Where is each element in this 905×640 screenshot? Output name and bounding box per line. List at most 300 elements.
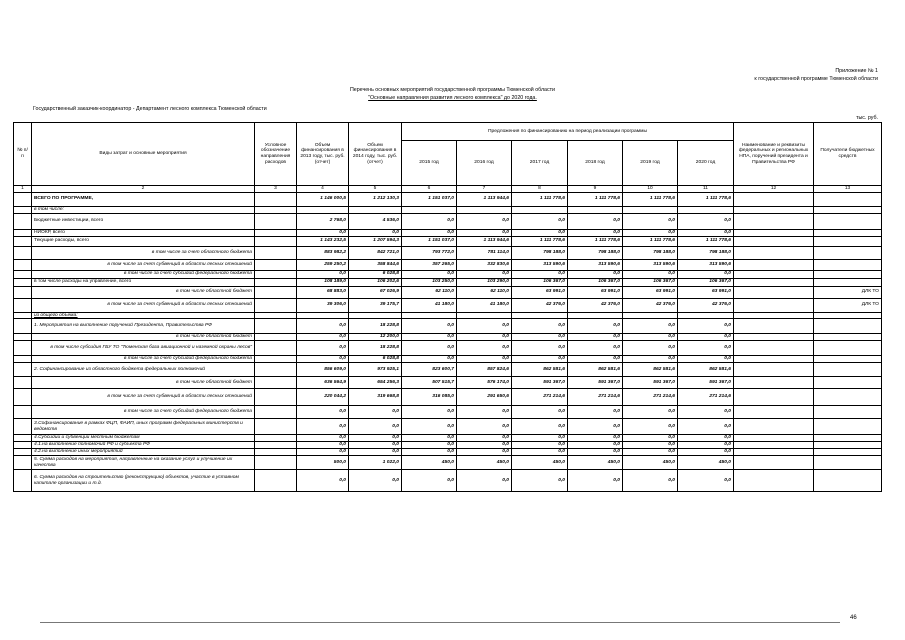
row-name: в том числе за счет субсидий федерального бюджета: [32, 406, 255, 419]
row-value: 63 991,0: [678, 286, 734, 298]
row-value: 0,0: [623, 229, 678, 236]
row-recipient: [814, 259, 882, 270]
row-code-cell: [255, 192, 297, 206]
document-title: Перечень основных мероприятий государственной программы Тюменской области: [349, 87, 556, 93]
row-value: 0,0: [623, 470, 678, 492]
row-value: 0,0: [623, 419, 678, 435]
row-name: в том числе за счет областного бюджета: [32, 246, 255, 259]
row-value: 0,0: [457, 356, 512, 363]
row-code-cell: [255, 286, 297, 298]
table-row: [14, 363, 882, 377]
row-acts-cell: [734, 456, 814, 470]
row-value: 450,0: [457, 456, 512, 470]
table-row: [14, 246, 882, 259]
col-index: 10: [623, 186, 678, 193]
row-value: 259 250,2: [297, 259, 349, 270]
row-value: 591 367,0: [623, 377, 678, 389]
table-row: [14, 389, 882, 406]
year-header: 2017 год: [512, 141, 568, 186]
row-value: 0,0: [402, 435, 457, 442]
row-number-cell: [14, 319, 32, 334]
row-value: 0,0: [402, 442, 457, 449]
col-acts-header: Наименование и реквизиты федеральных и региональных НПА, поручений президента и Правительства РФ: [734, 123, 814, 186]
row-value: 0,0: [457, 334, 512, 341]
row-value: 68 883,0: [297, 286, 349, 298]
row-value: 0,0: [402, 319, 457, 334]
row-value: 798 188,0: [568, 246, 623, 259]
col-index: 2: [32, 186, 255, 193]
year-header: 2020 год: [678, 141, 734, 186]
table-row: [14, 278, 882, 286]
row-code-cell: [255, 449, 297, 456]
row-name: 4.Субсидии и субвенции местным бюджетам: [32, 435, 255, 442]
row-number-cell: [14, 278, 32, 286]
row-number-cell: [14, 363, 32, 377]
row-value: [623, 206, 678, 213]
table-row: [14, 470, 882, 492]
row-value: 313 590,6: [568, 259, 623, 270]
row-acts-cell: [734, 389, 814, 406]
row-acts-cell: [734, 246, 814, 259]
row-value: 319 668,8: [349, 389, 402, 406]
row-value: 0,0: [349, 406, 402, 419]
row-value: 18 228,8: [349, 319, 402, 334]
document-subtitle: "Основные направления развития лесного комплекса" до 2020 года.: [368, 95, 537, 101]
row-value: 0,0: [349, 449, 402, 456]
table-row: [14, 456, 882, 470]
row-number-cell: [14, 236, 32, 246]
row-value: 883 982,2: [297, 246, 349, 259]
row-value: 106 367,0: [678, 278, 734, 286]
measures-table: [13, 122, 882, 492]
row-number-cell: [14, 270, 32, 278]
row-value: 1 111 778,6: [623, 236, 678, 246]
row-name: из общего объема:: [32, 312, 255, 319]
row-recipient: [814, 246, 882, 259]
row-code-cell: [255, 259, 297, 270]
row-value: 0,0: [349, 435, 402, 442]
row-value: [349, 206, 402, 213]
row-value: 332 830,6: [457, 259, 512, 270]
row-recipient: [814, 312, 882, 319]
row-value: 1 111 778,6: [623, 192, 678, 206]
row-acts-cell: [734, 449, 814, 456]
table-row: [14, 213, 882, 229]
row-value: 0,0: [297, 406, 349, 419]
row-value: 576 174,0: [457, 377, 512, 389]
row-number-cell: [14, 470, 32, 492]
row-acts-cell: [734, 470, 814, 492]
row-recipient: [814, 270, 882, 278]
row-value: 106 367,0: [568, 278, 623, 286]
col-index: 4: [297, 186, 349, 193]
row-value: 313 590,6: [512, 259, 568, 270]
col-index: 8: [512, 186, 568, 193]
row-recipient: ДЛК ТО: [814, 286, 882, 298]
row-value: 1 143 232,5: [297, 236, 349, 246]
row-recipient: [814, 456, 882, 470]
row-number-cell: [14, 229, 32, 236]
col-code-header: Условное обозначение направления расходов: [255, 123, 297, 186]
row-acts-cell: [734, 356, 814, 363]
row-value: 0,0: [623, 406, 678, 419]
row-value: 0,0: [349, 470, 402, 492]
row-value: 591 367,0: [568, 377, 623, 389]
row-value: 357 265,0: [402, 259, 457, 270]
row-value: 39 306,0: [297, 298, 349, 312]
row-value: 591 367,0: [512, 377, 568, 389]
row-recipient: [814, 356, 882, 363]
row-recipient: [814, 319, 882, 334]
row-code-cell: [255, 319, 297, 334]
row-number-cell: [14, 286, 32, 298]
row-value: 0,0: [297, 356, 349, 363]
row-value: 1 111 778,6: [678, 192, 734, 206]
col-index: 6: [402, 186, 457, 193]
row-value: 0,0: [568, 334, 623, 341]
row-value: 41 180,0: [402, 298, 457, 312]
row-value: 823 600,7: [402, 363, 457, 377]
row-value: 0,0: [678, 435, 734, 442]
row-value: 103 250,0: [402, 278, 457, 286]
row-acts-cell: [734, 363, 814, 377]
row-name: НИОКР, всего: [32, 229, 255, 236]
row-recipient: [814, 213, 882, 229]
row-value: 0,0: [297, 319, 349, 334]
row-value: [402, 312, 457, 319]
row-value: 781 114,0: [457, 246, 512, 259]
row-value: 0,0: [568, 229, 623, 236]
row-number-cell: [14, 246, 32, 259]
row-code-cell: [255, 312, 297, 319]
row-value: 0,0: [568, 319, 623, 334]
row-value: 0,0: [623, 341, 678, 356]
appendix-reference: к государственной программе Тюменской области: [754, 76, 878, 82]
row-value: [457, 206, 512, 213]
row-value: 1 146 000,5: [297, 192, 349, 206]
row-number-cell: [14, 449, 32, 456]
table-row: [14, 236, 882, 246]
row-value: 0,0: [512, 319, 568, 334]
row-value: 313 590,6: [623, 259, 678, 270]
row-value: 0,0: [568, 419, 623, 435]
row-number-cell: [14, 456, 32, 470]
footer-rule: [40, 622, 840, 623]
table-body: [14, 192, 882, 492]
row-value: 862 581,6: [512, 363, 568, 377]
col-index: 3: [255, 186, 297, 193]
row-value: 42 376,0: [568, 298, 623, 312]
row-value: 0,0: [568, 470, 623, 492]
row-number-cell: [14, 435, 32, 442]
row-recipient: [814, 206, 882, 213]
row-acts-cell: [734, 213, 814, 229]
row-number-cell: [14, 312, 32, 319]
row-value: 0,0: [402, 341, 457, 356]
row-acts-cell: [734, 312, 814, 319]
row-code-cell: [255, 442, 297, 449]
row-value: 4 536,0: [349, 213, 402, 229]
row-value: 0,0: [512, 435, 568, 442]
row-recipient: [814, 363, 882, 377]
row-acts-cell: [734, 442, 814, 449]
col-index: 13: [814, 186, 882, 193]
row-value: 0,0: [568, 356, 623, 363]
row-acts-cell: [734, 286, 814, 298]
row-recipient: [814, 389, 882, 406]
row-value: 67 026,9: [349, 286, 402, 298]
row-value: 0,0: [678, 229, 734, 236]
row-value: 0,0: [457, 406, 512, 419]
row-value: 358 844,6: [349, 259, 402, 270]
row-value: 0,0: [297, 470, 349, 492]
row-value: 0,0: [678, 406, 734, 419]
row-value: 0,0: [512, 449, 568, 456]
row-value: 450,0: [678, 456, 734, 470]
row-code-cell: [255, 334, 297, 341]
row-recipient: [814, 406, 882, 419]
row-value: 1 113 944,6: [457, 236, 512, 246]
row-value: [512, 312, 568, 319]
row-value: 0,0: [457, 435, 512, 442]
row-value: 0,0: [568, 449, 623, 456]
row-number-cell: [14, 419, 32, 435]
row-number-cell: [14, 298, 32, 312]
row-recipient: [814, 470, 882, 492]
row-code-cell: [255, 298, 297, 312]
row-value: 0,0: [402, 419, 457, 435]
row-value: 0,0: [512, 229, 568, 236]
row-value: 0,0: [349, 419, 402, 435]
row-value: 1 151 037,0: [402, 236, 457, 246]
row-value: [349, 312, 402, 319]
row-recipient: [814, 449, 882, 456]
row-acts-cell: [734, 229, 814, 236]
row-recipient: [814, 192, 882, 206]
row-value: 0,0: [678, 270, 734, 278]
row-value: 62 110,0: [402, 286, 457, 298]
row-value: 0,0: [623, 213, 678, 229]
row-value: 1 111 778,6: [512, 192, 568, 206]
row-value: 62 110,0: [457, 286, 512, 298]
row-value: 500,0: [297, 456, 349, 470]
row-value: 0,0: [457, 229, 512, 236]
appendix-number: Приложение № 1: [835, 68, 878, 74]
table-row: [14, 449, 882, 456]
row-value: 0,0: [512, 334, 568, 341]
row-value: 271 214,6: [512, 389, 568, 406]
row-number-cell: [14, 213, 32, 229]
row-value: [678, 312, 734, 319]
row-value: 271 214,6: [623, 389, 678, 406]
row-value: 63 991,0: [512, 286, 568, 298]
row-number-cell: [14, 356, 32, 363]
row-code-cell: [255, 270, 297, 278]
row-value: 0,0: [512, 270, 568, 278]
row-code-cell: [255, 246, 297, 259]
row-value: 654 256,3: [349, 377, 402, 389]
year-header: 2019 год: [623, 141, 678, 186]
row-value: 2 768,0: [297, 213, 349, 229]
row-name: 6. Сумма расходов на строительство (реконструкцию) объектов, участие в уставном капитале организации и т.д.: [32, 470, 255, 492]
row-name: в том числе субсидия ГБУ ТО "Тюменская база авиационной и наземной охраны лесов": [32, 341, 255, 356]
page-number: 46: [850, 615, 857, 621]
col-2014-header: Объем финансирования в 2014 году, тыс. руб. (отчет): [349, 123, 402, 186]
row-name: 3.Софинансирование в рамках ФЦП, ФАИП, иных программ федеральных министерств и ведомств: [32, 419, 255, 435]
row-acts-cell: [734, 419, 814, 435]
row-name: Текущие расходы, всего: [32, 236, 255, 246]
row-code-cell: [255, 419, 297, 435]
row-acts-cell: [734, 298, 814, 312]
row-code-cell: [255, 377, 297, 389]
row-value: [568, 206, 623, 213]
row-number-cell: [14, 341, 32, 356]
row-value: 1 111 778,6: [568, 192, 623, 206]
row-value: 6 028,8: [349, 356, 402, 363]
row-number-cell: [14, 206, 32, 213]
row-value: 41 180,0: [457, 298, 512, 312]
row-value: 0,0: [678, 470, 734, 492]
row-value: 0,0: [402, 406, 457, 419]
row-value: 0,0: [678, 213, 734, 229]
row-value: 0,0: [297, 270, 349, 278]
row-value: 0,0: [297, 229, 349, 236]
units-label: тыс. руб.: [856, 115, 878, 121]
table-row: [14, 406, 882, 419]
row-value: [297, 206, 349, 213]
row-name: 2. Софинансирование из областного бюджета федеральных полномочий: [32, 363, 255, 377]
row-value: 220 044,2: [297, 389, 349, 406]
row-value: 291 650,6: [457, 389, 512, 406]
row-name: в том числе расходы на управление, всего: [32, 278, 255, 286]
row-value: 106 202,6: [349, 278, 402, 286]
col-proposals-header: Предложения по финансированию на период реализации программы: [402, 123, 734, 141]
table-row: [14, 435, 882, 442]
row-value: 39 175,7: [349, 298, 402, 312]
row-name: в том числе за счет субсидий федерального бюджета: [32, 356, 255, 363]
row-value: 0,0: [568, 435, 623, 442]
row-value: 0,0: [402, 229, 457, 236]
row-value: 0,0: [678, 442, 734, 449]
row-name: в том числе за счет субсидий федерального бюджета: [32, 270, 255, 278]
row-acts-cell: [734, 435, 814, 442]
row-name: в том числе:: [32, 206, 255, 213]
row-value: 316 085,0: [402, 389, 457, 406]
row-value: 0,0: [678, 449, 734, 456]
row-value: 0,0: [402, 334, 457, 341]
row-number-cell: [14, 406, 32, 419]
row-value: 0,0: [678, 419, 734, 435]
row-code-cell: [255, 341, 297, 356]
table-row: [14, 259, 882, 270]
row-value: 0,0: [512, 442, 568, 449]
col-2013-header: Объем финансирования в 2013 году, тыс. руб. (отчет): [297, 123, 349, 186]
row-value: 0,0: [402, 449, 457, 456]
row-value: 798 188,0: [678, 246, 734, 259]
row-number-cell: [14, 377, 32, 389]
row-value: 0,0: [568, 406, 623, 419]
row-code-cell: [255, 236, 297, 246]
table-row: [14, 319, 882, 334]
row-acts-cell: [734, 377, 814, 389]
row-value: 42 376,0: [623, 298, 678, 312]
row-value: 0,0: [568, 270, 623, 278]
col-index: 12: [734, 186, 814, 193]
row-value: 6 028,8: [349, 270, 402, 278]
row-code-cell: [255, 278, 297, 286]
table-row: [14, 270, 882, 278]
row-acts-cell: [734, 259, 814, 270]
row-value: 0,0: [678, 319, 734, 334]
row-value: 0,0: [623, 334, 678, 341]
row-value: 856 609,0: [297, 363, 349, 377]
row-value: 0,0: [678, 341, 734, 356]
row-value: 973 925,1: [349, 363, 402, 377]
row-value: 1 111 778,6: [678, 236, 734, 246]
row-value: 450,0: [512, 456, 568, 470]
year-header: 2018 год: [568, 141, 623, 186]
row-value: [457, 312, 512, 319]
table-row: [14, 334, 882, 341]
row-value: 1 111 778,6: [568, 236, 623, 246]
row-value: 1 111 778,6: [512, 236, 568, 246]
row-value: 0,0: [402, 270, 457, 278]
row-name: в том числе за счет субвенций в области лесных отношений: [32, 259, 255, 270]
row-value: [297, 312, 349, 319]
row-value: 450,0: [402, 456, 457, 470]
table-row: [14, 312, 882, 319]
row-value: 103 290,0: [457, 278, 512, 286]
table-row: [14, 286, 882, 298]
row-recipient: [814, 442, 882, 449]
row-value: [512, 206, 568, 213]
row-value: 0,0: [297, 419, 349, 435]
row-code-cell: [255, 470, 297, 492]
row-recipient: [814, 419, 882, 435]
row-name: 1. Мероприятия на выполнение поручений Президента, Правительства РФ: [32, 319, 255, 334]
row-value: 0,0: [623, 356, 678, 363]
row-value: 18 228,8: [349, 341, 402, 356]
row-value: 862 581,6: [623, 363, 678, 377]
row-value: 0,0: [512, 341, 568, 356]
row-value: 0,0: [457, 419, 512, 435]
col-no-header: № п/п: [14, 123, 32, 186]
row-name: 4.2.на выполнение иных мероприятий: [32, 449, 255, 456]
row-value: 0,0: [402, 470, 457, 492]
row-value: 0,0: [297, 442, 349, 449]
row-value: 862 581,6: [678, 363, 734, 377]
row-name: 5. Сумма расходов на мероприятия, направленные на оказание услуг и улучшение их качества: [32, 456, 255, 470]
row-number-cell: [14, 259, 32, 270]
row-value: [568, 312, 623, 319]
row-value: 106 367,0: [623, 278, 678, 286]
row-recipient: [814, 377, 882, 389]
table-row: [14, 206, 882, 213]
year-header: 2016 год: [457, 141, 512, 186]
row-value: 0,0: [512, 470, 568, 492]
row-name: в том числе областной бюджет: [32, 334, 255, 341]
row-value: 63 991,0: [568, 286, 623, 298]
year-header: 2015 год: [402, 141, 457, 186]
row-value: 1 151 037,0: [402, 192, 457, 206]
row-name: в том числе областной бюджет: [32, 377, 255, 389]
row-code-cell: [255, 456, 297, 470]
col-index: 1: [14, 186, 32, 193]
row-value: 857 824,6: [457, 363, 512, 377]
row-code-cell: [255, 406, 297, 419]
row-value: 0,0: [402, 356, 457, 363]
row-code-cell: [255, 389, 297, 406]
